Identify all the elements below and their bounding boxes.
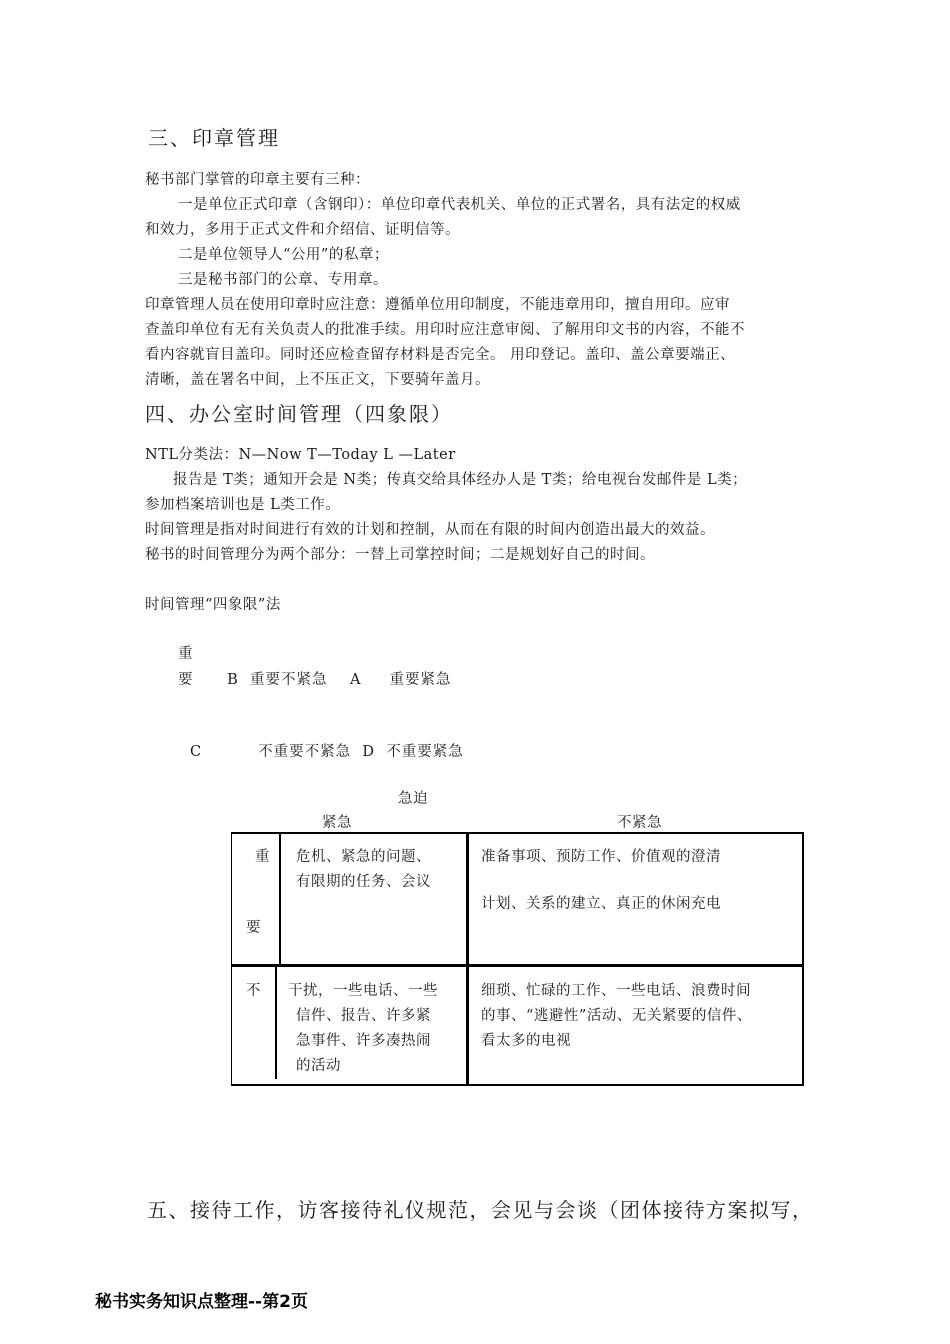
section-heading-reception: 五、接待工作，访客接待礼仪规范，会见与会谈（团体接待方案拟写， [147, 1198, 814, 1222]
paragraph-line: 查盖印单位有无有关负责人的批准手续。用印时应注意审阅、了解用印文书的内容，不能不 [145, 322, 745, 338]
table-divider-vertical [466, 832, 469, 1086]
table-border-right [802, 832, 804, 1086]
cell-not-important-not-urgent-line: 看太多的电视 [481, 1033, 571, 1049]
cell-important-urgent-line: 有限期的任务、会议 [296, 874, 431, 890]
page-footer: 秘书实务知识点整理--第2页 [95, 1292, 308, 1312]
table-border-left [231, 832, 232, 1086]
cell-important-urgent-line: 危机、紧急的问题、 [296, 849, 431, 865]
table-label-divider-top [279, 832, 281, 964]
quadrant-line: 重 [178, 646, 194, 662]
table-border-bottom [231, 1084, 804, 1086]
table-top-label: 急迫 [398, 791, 428, 807]
row-label-important-2: 要 [246, 920, 261, 936]
cell-important-not-urgent-line: 计划、关系的建立、真正的休闲充电 [481, 896, 721, 912]
paragraph-line: 参加档案培训也是 L类工作。 [145, 497, 341, 513]
paragraph-line: 报告是 T类；通知开会是 N类；传真交给具体经办人是 T类；给电视台发邮件是 L类； [173, 472, 748, 488]
table-divider-horizontal [231, 964, 804, 967]
cell-not-important-urgent-line: 的活动 [296, 1058, 341, 1074]
paragraph-line: 和效力，多用于正式文件和介绍信、证明信等。 [145, 222, 460, 238]
paragraph-line: 秘书的时间管理分为两个部分：一替上司掌控时间；二是规划好自己的时间。 [145, 547, 655, 563]
table-border-top [231, 832, 804, 834]
row-label-not: 不 [246, 983, 261, 999]
paragraph-line: 一是单位正式印章（含钢印）：单位印章代表机关、单位的正式署名，具有法定的权威 [178, 197, 741, 213]
paragraph-line: 看内容就盲目盖印。同时还应检查留存材料是否完全。 用印登记。盖印、盖公章要端正、 [145, 347, 736, 363]
quadrant-line: 要 B 重要不紧急 A 重要紧急 [178, 672, 452, 688]
paragraph-line: 清晰，盖在署名中间，上不压正文，下要骑年盖月。 [145, 372, 490, 388]
cell-not-important-urgent-line: 信件、报告、许多紧 [296, 1008, 431, 1024]
paragraph-line: 时间管理是指对时间进行有效的计划和控制，从而在有限的时间内创造出最大的效益。 [145, 522, 715, 538]
column-header-not-urgent: 不紧急 [617, 815, 662, 831]
cell-not-important-not-urgent-line: 的事、“逃避性”活动、无关紧要的信件、 [481, 1008, 752, 1024]
cell-important-not-urgent-line: 准备事项、预防工作、价值观的澄清 [481, 849, 721, 865]
cell-not-important-urgent-line: 干扰，一些电话、一些 [288, 983, 438, 999]
section-heading-time: 四、办公室时间管理（四象限） [145, 402, 453, 426]
paragraph-line: 二是单位领导人“公用”的私章； [178, 247, 389, 263]
paragraph-line: 秘书部门掌管的印章主要有三种： [145, 172, 370, 188]
paragraph-line: 印章管理人员在使用印章时应注意：遵循单位用印制度，不能违章用印，擅自用印。应审 [145, 297, 730, 313]
section-heading-seal: 三、印章管理 [148, 126, 280, 150]
paragraph-line: 三是秘书部门的公章、专用章。 [178, 272, 388, 288]
paragraph-line: NTL分类法：N—Now T—Today L —Later [145, 447, 456, 463]
quadrant-title: 时间管理“四象限”法 [145, 597, 281, 613]
cell-not-important-not-urgent-line: 细琐、忙碌的工作、一些电话、浪费时间 [481, 983, 751, 999]
four-quadrant-table [231, 832, 804, 1086]
table-label-divider-bottom [275, 967, 277, 1079]
quadrant-line: C 不重要不紧急 D 不重要紧急 [190, 744, 464, 760]
row-label-important-1: 重 [255, 849, 270, 865]
column-header-urgent: 紧急 [322, 815, 352, 831]
cell-not-important-urgent-line: 急事件、许多凑热闹 [296, 1033, 431, 1049]
